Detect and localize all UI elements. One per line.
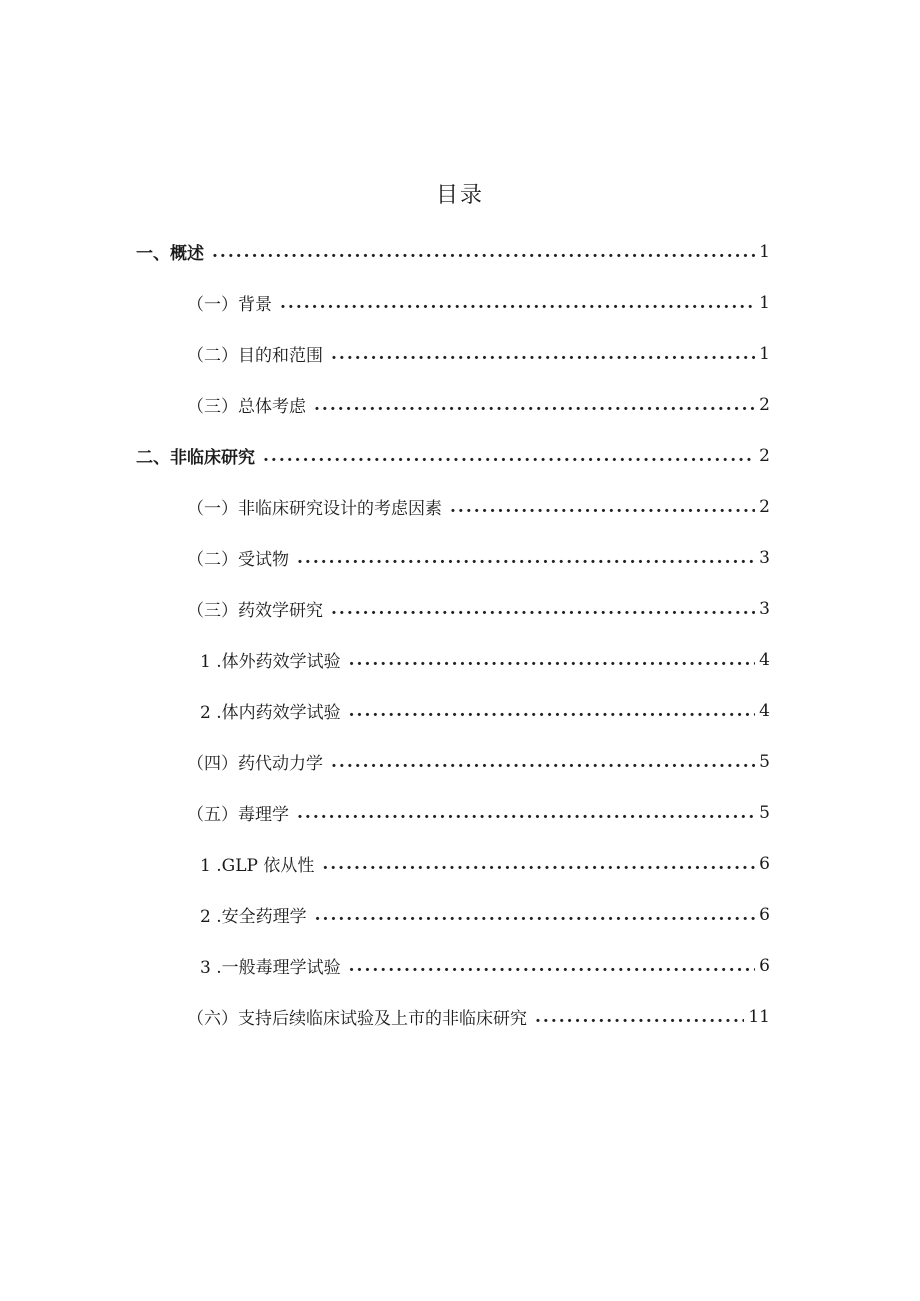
toc-dot-leader <box>535 1007 744 1027</box>
toc-dot-leader <box>297 803 755 823</box>
toc-entry-label: 二、非临床研究 <box>136 448 255 468</box>
toc-entry-page: 3 <box>759 547 770 568</box>
toc-entry[interactable] <box>0 838 920 889</box>
toc-entry[interactable] <box>0 532 920 583</box>
toc-entry[interactable] <box>0 277 920 328</box>
toc-entry-label: （六）支持后续临床试验及上市的非临床研究 <box>187 1009 527 1029</box>
toc-entry-label: （一）非临床研究设计的考虑因素 <box>187 499 442 519</box>
toc-dot-leader <box>349 701 756 721</box>
toc-entry-label: 1 .体外药效学试验 <box>200 652 341 672</box>
toc-dot-leader <box>331 599 755 619</box>
toc-dot-leader <box>349 956 756 976</box>
toc-entry-page: 4 <box>759 700 770 721</box>
toc-entry-page: 2 <box>759 496 770 517</box>
toc-entry[interactable] <box>0 940 920 991</box>
toc-entry-label: 2 .安全药理学 <box>200 907 307 927</box>
toc-entry-page: 1 <box>759 241 770 262</box>
toc-entry-page: 6 <box>759 904 770 925</box>
page-title: 目录 <box>435 183 484 208</box>
toc-entry[interactable] <box>0 583 920 634</box>
toc-entry-label: （三）总体考虑 <box>187 397 306 417</box>
toc-entry[interactable] <box>0 226 920 277</box>
toc-entry-label: （二）目的和范围 <box>187 346 323 366</box>
toc-entry-page: 5 <box>759 751 770 772</box>
toc-entry-label: 1 .GLP 依从性 <box>200 856 315 876</box>
toc-entry[interactable] <box>0 736 920 787</box>
toc-entry-label: （五）毒理学 <box>187 805 289 825</box>
toc-entry-page: 1 <box>759 292 770 313</box>
toc-entry[interactable] <box>0 889 920 940</box>
toc-dot-leader <box>263 446 755 466</box>
toc-dot-leader <box>450 497 755 517</box>
toc-entry-label: 3 .一般毒理学试验 <box>200 958 341 978</box>
toc-entry-label: （三）药效学研究 <box>187 601 323 621</box>
toc-entry-page: 5 <box>759 802 770 823</box>
toc-dot-leader <box>297 548 755 568</box>
toc-dot-leader <box>331 344 755 364</box>
toc-entry[interactable] <box>0 685 920 736</box>
toc-entry-page: 1 <box>759 343 770 364</box>
toc-dot-leader <box>314 395 755 415</box>
toc-entry-label: 一、概述 <box>136 244 204 264</box>
toc-list <box>0 226 920 1042</box>
toc-entry-label: （二）受试物 <box>187 550 289 570</box>
toc-entry-page: 11 <box>748 1006 770 1027</box>
toc-entry[interactable] <box>0 481 920 532</box>
toc-entry[interactable] <box>0 787 920 838</box>
toc-entry-label: （四）药代动力学 <box>187 754 323 774</box>
toc-entry-page: 6 <box>759 955 770 976</box>
toc-entry-page: 2 <box>759 394 770 415</box>
toc-entry-page: 3 <box>759 598 770 619</box>
toc-dot-leader <box>212 242 755 262</box>
toc-entry[interactable] <box>0 328 920 379</box>
toc-entry[interactable] <box>0 634 920 685</box>
toc-entry[interactable] <box>0 430 920 481</box>
toc-dot-leader <box>349 650 756 670</box>
toc-entry-page: 4 <box>759 649 770 670</box>
toc-entry-label: （一）背景 <box>187 295 272 315</box>
toc-entry-page: 6 <box>759 853 770 874</box>
toc-entry-label: 2 .体内药效学试验 <box>200 703 341 723</box>
toc-dot-leader <box>331 752 755 772</box>
toc-dot-leader <box>322 854 755 874</box>
toc-entry[interactable] <box>0 379 920 430</box>
toc-dot-leader <box>315 905 756 925</box>
toc-entry-page: 2 <box>759 445 770 466</box>
toc-dot-leader <box>280 293 755 313</box>
toc-entry[interactable] <box>0 991 920 1042</box>
